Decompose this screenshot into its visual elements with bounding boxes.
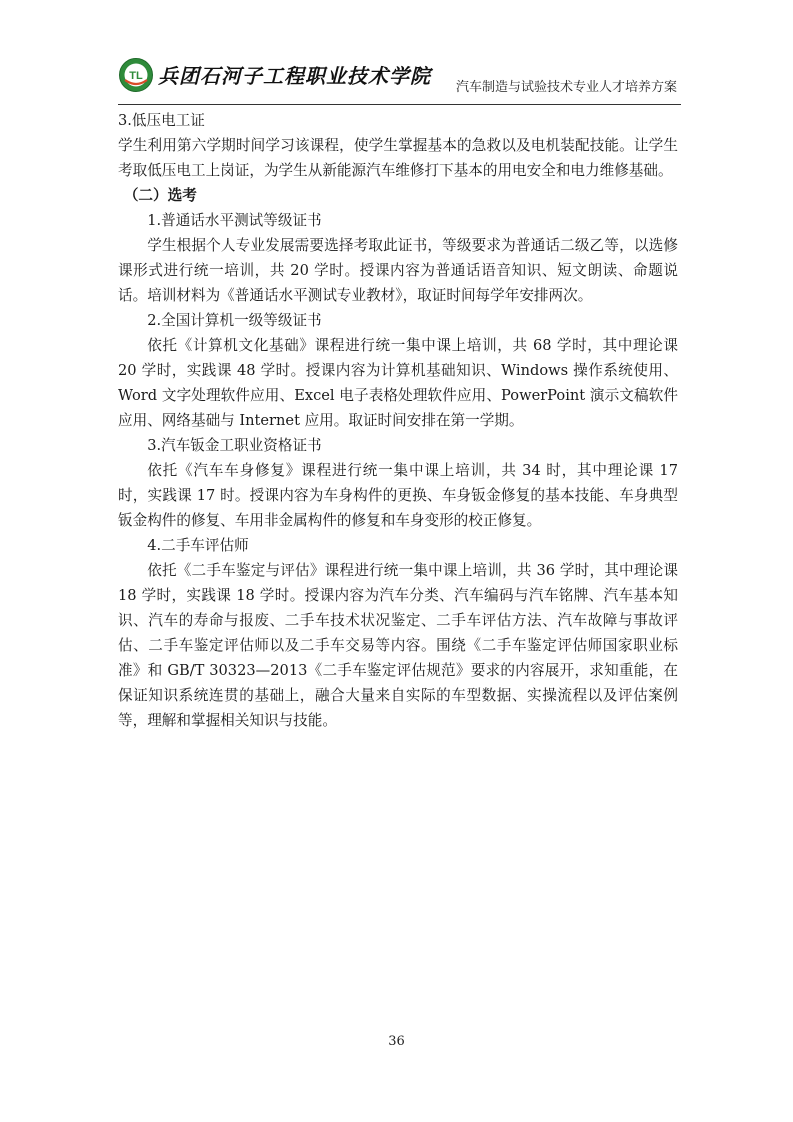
paragraph-sheet-metal: 依托《汽车车身修复》课程进行统一集中课上培训，共 34 时，其中理论课 17 时，实践课 17 时。授课内容为车身构件的更换、车身钣金修复的基本技能、车身典型钣金构件的修复、车用非金属构件的修复和车身变形的校正修复。 bbox=[118, 462, 678, 529]
subheading-used-car: 4.二手车评估师 bbox=[147, 537, 249, 554]
paragraph-computer: 依托《计算机文化基础》课程进行统一集中课上培训，共 68 学时，其中理论课 20 学时，实践课 48 学时。授课内容为计算机基础知识、Windows 操作系统使用、Word 文字处理软件应用、Excel 电子表格处理软件应用、PowerPoint 演示文稿软件应用、网络基础与 Internet 应用。取证时间安排在第一学期。 bbox=[118, 337, 678, 429]
page-number: 36 bbox=[388, 1034, 405, 1049]
subheading-mandarin: 1.普通话水平测试等级证书 bbox=[147, 212, 322, 229]
body-text bbox=[118, 108, 678, 733]
subheading-computer: 2.全国计算机一级等级证书 bbox=[147, 312, 322, 329]
page-header bbox=[118, 52, 681, 105]
section-heading-optional: （二）选考 bbox=[123, 187, 197, 204]
school-logo-icon bbox=[118, 57, 154, 93]
subheading-sheet-metal: 3.汽车钣金工职业资格证书 bbox=[147, 437, 322, 454]
section-heading-low-voltage: 3.低压电工证 bbox=[118, 112, 205, 129]
svg-text:TL: TL bbox=[129, 70, 143, 82]
document-title: 汽车制造与试验技术专业人才培养方案 bbox=[455, 80, 677, 95]
paragraph-used-car: 依托《二手车鉴定与评估》课程进行统一集中课上培训，共 36 学时，其中理论课 18 学时，实践课 18 学时。授课内容为汽车分类、汽车编码与汽车铭牌、汽车基本知识、汽车的寿命与报废、二手车技术状况鉴定、二手车评估方法、汽车故障与事故评估、二手车鉴定评估师以及二手车交易等内容。围绕《二手车鉴定评估师国家职业标准》和 GB/T 30323—2013《二手车鉴定评估规范》要求的内容展开，求知重能，在保证知识系统连贯的基础上，融合大量来自实际的车型数据、实操流程以及评估案例等，理解和掌握相关知识与技能。 bbox=[118, 562, 678, 729]
paragraph-mandarin: 学生根据个人专业发展需要选择考取此证书，等级要求为普通话二级乙等，以选修课形式进行统一培训，共 20 学时。授课内容为普通话语音知识、短文朗读、命题说话。培训材料为《普通话水平测试专业教材》，取证时间每学年安排两次。 bbox=[118, 237, 678, 304]
school-name: 兵团石河子工程职业技术学院 bbox=[158, 64, 431, 88]
paragraph-low-voltage: 学生利用第六学期时间学习该课程，使学生掌握基本的急救以及电机装配技能。让学生考取低压电工上岗证，为学生从新能源汽车维修打下基本的用电安全和电力维修基础。 bbox=[118, 137, 678, 179]
